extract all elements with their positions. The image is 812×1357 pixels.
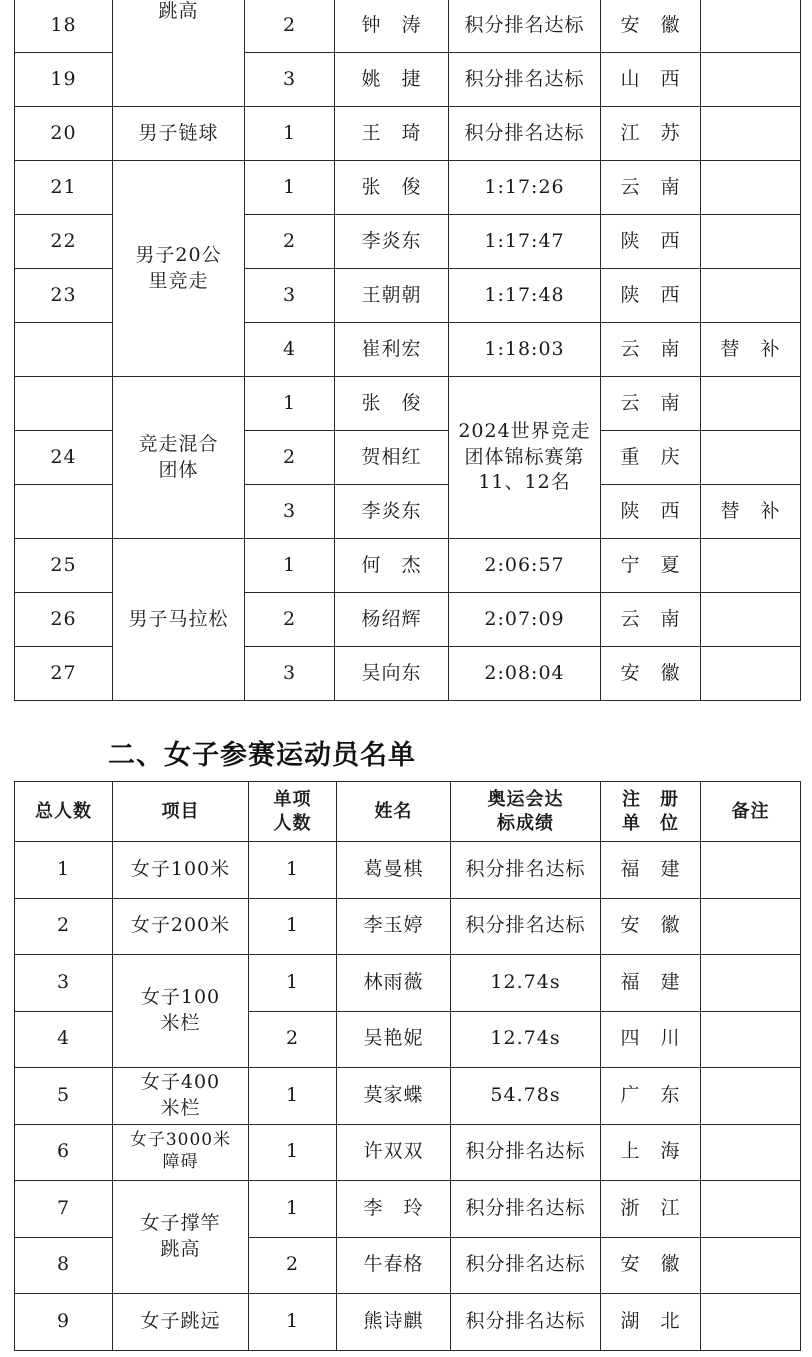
total-number-cell: 19	[15, 53, 113, 107]
athlete-name-cell: 李玉婷	[337, 898, 451, 955]
rank-cell: 3	[245, 269, 335, 323]
total-number-cell	[15, 377, 113, 431]
rank-cell: 1	[249, 1181, 337, 1238]
event-cell: 女子跳远	[113, 1294, 249, 1351]
result-cell: 积分排名达标	[451, 898, 601, 955]
rank-cell: 1	[249, 1294, 337, 1351]
athlete-name-cell: 莫家蝶	[337, 1068, 451, 1125]
athlete-name-cell: 吴向东	[335, 647, 449, 701]
note-cell	[701, 269, 801, 323]
table-row	[15, 842, 801, 899]
table-row	[15, 0, 801, 53]
note-cell: 替 补	[701, 323, 801, 377]
athlete-name-cell: 钟 涛	[335, 0, 449, 53]
note-cell	[701, 431, 801, 485]
total-number-cell	[15, 323, 113, 377]
rank-cell: 1	[245, 161, 335, 215]
result-cell: 1:18:03	[449, 323, 601, 377]
note-cell	[701, 1294, 801, 1351]
rank-cell: 1	[245, 539, 335, 593]
result-cell: 2024世界竞走团体锦标赛第11、12名	[449, 377, 601, 539]
total-number-cell: 4	[15, 1011, 113, 1068]
athlete-name-cell: 崔利宏	[335, 323, 449, 377]
total-number-cell: 1	[15, 842, 113, 899]
note-cell	[701, 539, 801, 593]
rank-cell: 1	[249, 955, 337, 1012]
men-athlete-table	[14, 0, 801, 701]
table-row	[15, 1294, 801, 1351]
athlete-name-cell: 熊诗麒	[337, 1294, 451, 1351]
total-number-cell: 2	[15, 898, 113, 955]
event-cell: 竞走混合团体	[113, 377, 245, 539]
unit-cell: 湖 北	[601, 1294, 701, 1351]
unit-cell: 云 南	[601, 377, 701, 431]
note-cell	[701, 107, 801, 161]
header-total: 总人数	[15, 782, 113, 842]
unit-cell: 云 南	[601, 593, 701, 647]
result-cell: 2:08:04	[449, 647, 601, 701]
total-number-cell: 26	[15, 593, 113, 647]
rank-cell: 1	[249, 898, 337, 955]
rank-cell: 2	[245, 593, 335, 647]
event-cell: 男子20公里竞走	[113, 161, 245, 377]
unit-cell: 广 东	[601, 1068, 701, 1125]
total-number-cell: 24	[15, 431, 113, 485]
rank-cell: 2	[245, 0, 335, 53]
athlete-name-cell: 牛春格	[337, 1237, 451, 1294]
athlete-name-cell: 姚 捷	[335, 53, 449, 107]
event-cell: 女子400米栏	[113, 1068, 249, 1125]
unit-cell: 云 南	[601, 323, 701, 377]
unit-cell: 四 川	[601, 1011, 701, 1068]
total-number-cell: 9	[15, 1294, 113, 1351]
unit-cell: 上 海	[601, 1124, 701, 1181]
athlete-name-cell: 何 杰	[335, 539, 449, 593]
rank-cell: 2	[245, 215, 335, 269]
unit-cell: 云 南	[601, 161, 701, 215]
event-cell: 女子撑竿跳高	[113, 1181, 249, 1294]
header-name: 姓名	[337, 782, 451, 842]
unit-cell: 山 西	[601, 53, 701, 107]
table-row	[15, 161, 801, 215]
note-cell	[701, 898, 801, 955]
athlete-name-cell: 张 俊	[335, 377, 449, 431]
athlete-name-cell: 李炎东	[335, 485, 449, 539]
note-cell	[701, 161, 801, 215]
header-note: 备注	[701, 782, 801, 842]
rank-cell: 2	[249, 1237, 337, 1294]
note-cell	[701, 647, 801, 701]
note-cell	[701, 593, 801, 647]
rank-cell: 1	[249, 1124, 337, 1181]
rank-cell: 3	[245, 53, 335, 107]
event-cell: 女子100米	[113, 842, 249, 899]
unit-cell: 浙 江	[601, 1181, 701, 1238]
event-cell: 女子3000米障碍	[113, 1124, 249, 1181]
athlete-name-cell: 葛曼棋	[337, 842, 451, 899]
result-cell: 2:06:57	[449, 539, 601, 593]
table-row	[15, 1068, 801, 1125]
note-cell	[701, 1237, 801, 1294]
rank-cell: 3	[245, 647, 335, 701]
rank-cell: 2	[249, 1011, 337, 1068]
event-cell: 男子马拉松	[113, 539, 245, 701]
total-number-cell: 8	[15, 1237, 113, 1294]
athlete-name-cell: 王朝朝	[335, 269, 449, 323]
athlete-name-cell: 杨绍辉	[335, 593, 449, 647]
table-row	[15, 1124, 801, 1181]
athlete-name-cell: 张 俊	[335, 161, 449, 215]
rank-cell: 4	[245, 323, 335, 377]
unit-cell: 重 庆	[601, 431, 701, 485]
unit-cell: 宁 夏	[601, 539, 701, 593]
unit-cell: 陕 西	[601, 485, 701, 539]
result-cell: 12.74s	[451, 955, 601, 1012]
event-cell: 女子100米栏	[113, 955, 249, 1068]
unit-cell: 安 徽	[601, 647, 701, 701]
result-cell: 12.74s	[451, 1011, 601, 1068]
total-number-cell: 22	[15, 215, 113, 269]
event-cell: 男子链球	[113, 107, 245, 161]
table-row	[15, 107, 801, 161]
unit-cell: 陕 西	[601, 269, 701, 323]
athlete-name-cell: 王 琦	[335, 107, 449, 161]
result-cell: 1:17:47	[449, 215, 601, 269]
note-cell	[701, 0, 801, 53]
table-row	[15, 898, 801, 955]
note-cell	[701, 1124, 801, 1181]
result-cell: 积分排名达标	[451, 1181, 601, 1238]
result-cell: 积分排名达标	[449, 107, 601, 161]
result-cell: 1:17:26	[449, 161, 601, 215]
result-cell: 积分排名达标	[451, 1237, 601, 1294]
note-cell	[701, 215, 801, 269]
rank-cell: 3	[245, 485, 335, 539]
athlete-name-cell: 李炎东	[335, 215, 449, 269]
note-cell: 替 补	[701, 485, 801, 539]
result-cell: 积分排名达标	[449, 53, 601, 107]
header-event: 项目	[113, 782, 249, 842]
total-number-cell: 3	[15, 955, 113, 1012]
athlete-name-cell: 吴艳妮	[337, 1011, 451, 1068]
result-cell: 积分排名达标	[451, 842, 601, 899]
table-row	[15, 377, 801, 431]
header-count: 单项人数	[249, 782, 337, 842]
result-cell: 积分排名达标	[451, 1294, 601, 1351]
result-cell: 1:17:48	[449, 269, 601, 323]
table-row	[15, 955, 801, 1012]
note-cell	[701, 1068, 801, 1125]
total-number-cell: 27	[15, 647, 113, 701]
unit-cell: 安 徽	[601, 1237, 701, 1294]
unit-cell: 福 建	[601, 842, 701, 899]
note-cell	[701, 1181, 801, 1238]
rank-cell: 1	[245, 107, 335, 161]
rank-cell: 1	[249, 1068, 337, 1125]
total-number-cell: 25	[15, 539, 113, 593]
result-cell: 积分排名达标	[451, 1124, 601, 1181]
unit-cell: 陕 西	[601, 215, 701, 269]
total-number-cell: 20	[15, 107, 113, 161]
unit-cell: 江 苏	[601, 107, 701, 161]
rank-cell: 2	[245, 431, 335, 485]
total-number-cell	[15, 485, 113, 539]
unit-cell: 安 徽	[601, 0, 701, 53]
athlete-name-cell: 林雨薇	[337, 955, 451, 1012]
athlete-name-cell: 李 玲	[337, 1181, 451, 1238]
result-cell: 积分排名达标	[449, 0, 601, 53]
athlete-name-cell: 贺相红	[335, 431, 449, 485]
event-cell: 跳高	[113, 0, 245, 107]
table-row	[15, 539, 801, 593]
total-number-cell: 5	[15, 1068, 113, 1125]
result-cell: 54.78s	[451, 1068, 601, 1125]
note-cell	[701, 1011, 801, 1068]
note-cell	[701, 842, 801, 899]
section-title: 二、女子参赛运动员名单	[108, 740, 416, 771]
women-athlete-table	[14, 781, 801, 1351]
total-number-cell: 6	[15, 1124, 113, 1181]
unit-cell: 安 徽	[601, 898, 701, 955]
total-number-cell: 18	[15, 0, 113, 53]
note-cell	[701, 955, 801, 1012]
event-cell: 女子200米	[113, 898, 249, 955]
table-header-row	[15, 782, 801, 842]
note-cell	[701, 53, 801, 107]
header-unit: 注 册单 位	[601, 782, 701, 842]
table-row	[15, 1181, 801, 1238]
unit-cell: 福 建	[601, 955, 701, 1012]
rank-cell: 1	[245, 377, 335, 431]
total-number-cell: 7	[15, 1181, 113, 1238]
total-number-cell: 23	[15, 269, 113, 323]
note-cell	[701, 377, 801, 431]
header-result: 奥运会达标成绩	[451, 782, 601, 842]
result-cell: 2:07:09	[449, 593, 601, 647]
rank-cell: 1	[249, 842, 337, 899]
athlete-name-cell: 许双双	[337, 1124, 451, 1181]
total-number-cell: 21	[15, 161, 113, 215]
